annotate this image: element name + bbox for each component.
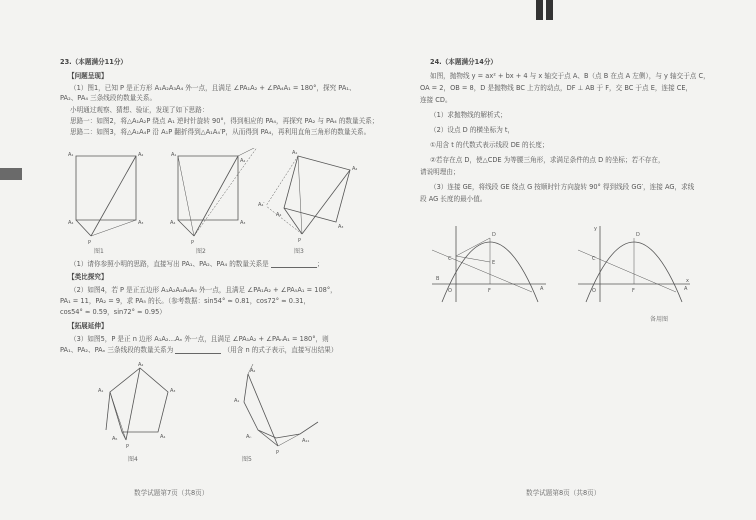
question-1-text: （1）请你参照小明的思路，直接写出 PA₁、PA₂、PA₄ 的数量关系是: [70, 260, 269, 268]
right-page: [398, 0, 728, 520]
svg-text:P: P: [191, 240, 195, 246]
svg-text:P: P: [126, 444, 130, 450]
question-3-text: PA₁、PA₂、PAₙ 三条线段的数量关系为: [60, 346, 174, 354]
paragraph: OA = 2，OB = 8，D 是抛物线 BC 上方的动点，DF ⊥ AB 于 F，交 BC 于点 E，连接 CE，: [420, 84, 693, 92]
svg-text:A₁: A₁: [68, 152, 74, 158]
svg-text:A: A: [540, 286, 544, 292]
question-1: （1）请你参照小明的思路，直接写出 PA₁、PA₂、PA₄ 的数量关系是 ；: [70, 260, 324, 268]
paragraph: 连接 CD。: [420, 96, 452, 104]
page-footer: 数学试题第7页（共8页）: [134, 489, 209, 497]
figure-1-caption: 图1: [94, 248, 104, 255]
svg-text:A₁: A₁: [98, 388, 104, 394]
figure-row-1: [66, 148, 366, 258]
question-2: PA₁ = 11，PA₂ = 9，求 PA₅ 的长。（参考数据：sin54° ≈ 0.81，cos72° ≈ 0.31，: [60, 297, 311, 305]
question-2: cos54° ≈ 0.59，sin72° ≈ 0.95）: [60, 308, 166, 316]
svg-text:B: B: [436, 276, 440, 282]
figure-2: [170, 148, 258, 246]
answer-blank[interactable]: [175, 346, 221, 354]
left-page: [28, 0, 379, 520]
spare-figure-caption: 备用图: [650, 316, 669, 323]
svg-text:E: E: [492, 260, 496, 266]
sub-question: 段 AG 长度的最小值。: [420, 195, 487, 203]
svg-text:A₃: A₃: [138, 220, 144, 226]
svg-text:A₄: A₄: [68, 220, 74, 226]
figure-row-2: [88, 362, 348, 462]
svg-text:A₃: A₃: [240, 220, 246, 226]
svg-text:C: C: [448, 256, 452, 262]
svg-text:x: x: [686, 278, 689, 284]
svg-text:F: F: [632, 288, 635, 294]
sub-question: 请说明理由；: [420, 168, 460, 176]
svg-text:F: F: [488, 288, 491, 294]
svg-text:A: A: [684, 286, 688, 292]
svg-text:A₃: A₃: [338, 224, 344, 230]
question-24-heading: 24.（本题满分14分）: [430, 58, 498, 66]
sub-question: ①用含 t 的代数式表示线段 DE 的长度；: [430, 141, 549, 149]
paragraph: PA₂、PA₄ 三条线段的数量关系。: [60, 94, 157, 102]
paragraph: 思路二：如图3，将△A₁A₄P 沿 A₁P 翻折得到△A₁A₄′P，从而得到 PA₄，再利用直角三角形的数量关系。: [70, 128, 371, 136]
svg-text:D: D: [492, 232, 496, 238]
svg-text:O: O: [448, 288, 452, 294]
svg-text:A₁₁: A₁₁: [302, 438, 310, 444]
figure-5: [234, 364, 318, 456]
parabola-figure-main: [432, 226, 546, 302]
svg-text:A₂: A₂: [240, 158, 246, 164]
svg-text:A₄: A₄: [276, 212, 282, 218]
svg-text:A₂: A₂: [138, 362, 144, 368]
paragraph: （1）图1，已知 P 是正方形 A₁A₂A₃A₄ 外一点，且满足 ∠PA₁A₂ + ∠PA₄A₁ = 180°，探究 PA₁、: [70, 84, 356, 92]
svg-text:C: C: [592, 256, 596, 262]
figure-4-caption: 图4: [128, 456, 138, 463]
margin-tab: [0, 168, 22, 180]
svg-text:A₁: A₁: [234, 398, 240, 404]
sub-question: （2）设点 D 的横坐标为 t，: [430, 126, 515, 134]
svg-text:P: P: [298, 238, 302, 244]
paragraph: 小明通过观察、猜想、验证，发现了如下思路：: [70, 106, 209, 114]
svg-text:A₃: A₃: [170, 388, 176, 394]
svg-text:P: P: [88, 240, 92, 246]
question-23-heading: 23.（本题满分11分）: [60, 58, 128, 66]
svg-text:A₂: A₂: [250, 368, 256, 374]
page-footer: 数学试题第8页（共8页）: [526, 489, 601, 497]
section-explore: 【类比探究】: [68, 273, 108, 281]
svg-text:O: O: [592, 288, 596, 294]
figure-4: [98, 362, 175, 450]
section-review: 【问题呈现】: [68, 72, 108, 80]
svg-text:A₁: A₁: [171, 152, 177, 158]
figure-parabolas: [428, 222, 728, 312]
parabola-figure-spare: [578, 226, 690, 302]
svg-text:A₄: A₄: [160, 434, 166, 440]
svg-text:P: P: [276, 450, 280, 456]
sub-question: （1）求抛物线的解析式；: [430, 111, 507, 119]
svg-text:A₅: A₅: [112, 436, 118, 442]
answer-blank[interactable]: [271, 260, 317, 268]
figure-2-caption: 图2: [196, 248, 206, 255]
svg-text:A₁: A₁: [292, 150, 298, 156]
question-3-hint: （用含 n 的式子表示，直接写出结果）: [223, 346, 338, 354]
svg-text:A₄: A₄: [170, 220, 176, 226]
question-3: [60, 346, 337, 354]
question-3: （3）如图5，P 是正 n 边形 A₁A₂…Aₙ 外一点，且满足 ∠PA₁A₂ + ∠PAₙA₁ = 180°，则: [70, 335, 329, 343]
sub-question: （3）连接 GE，将线段 GE 绕点 G 按顺时针方向旋转 90° 得到线段 GG′，连接 AG，求线: [430, 183, 695, 191]
svg-text:D: D: [636, 232, 640, 238]
section-extend: 【拓展延伸】: [68, 322, 108, 330]
figure-5-caption: 图5: [242, 456, 252, 463]
svg-text:A₂: A₂: [352, 166, 358, 172]
question-2: （2）如图4，若 P 是正五边形 A₁A₂A₃A₄A₅ 外一点，且满足 ∠PA₁A₂ + ∠PA₅A₁ = 108°，: [70, 286, 337, 294]
svg-text:y: y: [594, 226, 597, 232]
sub-question: ②若存在点 D，使△CDE 为等腰三角形，求满足条件的点 D 的坐标；若不存在，: [430, 156, 665, 164]
paragraph: 如图，抛物线 y = ax² + bx + 4 与 x 轴交于点 A、B（点 B 在点 A 左侧），与 y 轴交于点 C，: [430, 72, 710, 80]
svg-text:A₄′: A₄′: [258, 202, 265, 208]
figure-3-caption: 图3: [294, 248, 304, 255]
svg-text:Aₙ: Aₙ: [246, 434, 252, 440]
figure-1: [68, 152, 143, 246]
paragraph: 思路一：如图2，将△A₁A₂P 绕点 A₁ 逆时针旋转 90°，得到相应的 PA₄，再探究 PA₂ 与 PA₄ 的数量关系；: [70, 117, 379, 125]
svg-text:A₂: A₂: [138, 152, 144, 158]
figure-3: [258, 150, 357, 244]
